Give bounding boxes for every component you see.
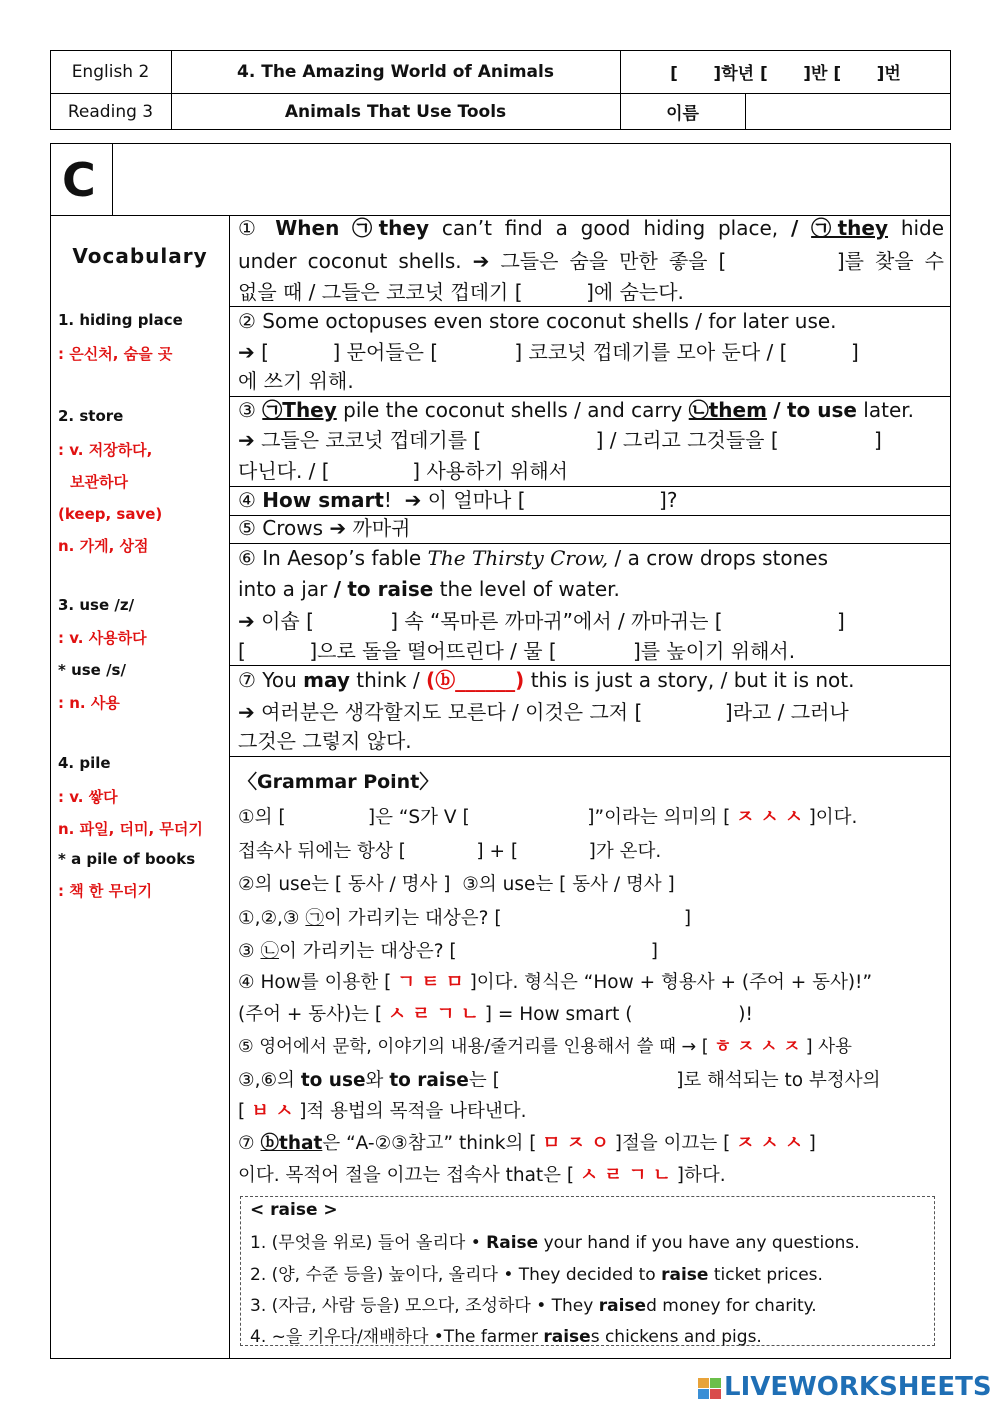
grammar-line: ⑦ ⓑthat은 “A-②③참고” think의 [ ㅁ ㅈ ㅇ ]절을 이끄는 [ ㅈ ㅅ ㅅ ] bbox=[238, 1133, 816, 1154]
vocabulary-title: Vocabulary bbox=[72, 244, 208, 268]
vocab-line: : 책 한 무더기 bbox=[58, 882, 153, 900]
vocab-line: 4. pile bbox=[58, 754, 111, 772]
section-letter: C bbox=[62, 153, 96, 207]
sentence-1-line-3: 없을 때 / 그들은 코코넛 껍데기 [ ]에 숨는다. bbox=[238, 280, 684, 304]
sentence-2-line-2: ➔ [ ] 문어들은 [ ] 코코넛 껍데기를 모아 둔다 / [ ] bbox=[238, 340, 859, 364]
sentence-7-line-3: 그것은 그렇지 않다. bbox=[238, 729, 412, 753]
name-field[interactable] bbox=[746, 94, 950, 129]
sentence-6-line-1: ⑥ In Aesop’s fable The Thirsty Crow, / a crow drops stones bbox=[238, 546, 829, 570]
liveworksheets-logo-icon bbox=[698, 1378, 722, 1400]
grammar-title: 〈Grammar Point〉 bbox=[238, 771, 439, 793]
grammar-line: 접속사 뒤에는 항상 [ ] + [ ]가 온다. bbox=[238, 841, 662, 862]
sentence-7-line-1: ⑦ You may think / (ⓑ______) this is just a story, / but it is not. bbox=[238, 668, 855, 692]
vocab-line: n. 가게, 상점 bbox=[58, 537, 149, 555]
grammar-line: ③,⑥의 to use와 to raise는 [ ]로 해석되는 to 부정사의 bbox=[238, 1070, 881, 1091]
class-info: [ ]학년 [ ]반 [ ]번 bbox=[670, 64, 901, 84]
grammar-line: (주어 + 동사)는 [ ㅅ ㄹ ㄱ ㄴ ] = How smart ( )! bbox=[238, 1004, 753, 1025]
vocab-line: * use /s/ bbox=[58, 661, 126, 679]
vocab-line: : v. 쌓다 bbox=[58, 788, 118, 806]
vocab-line: 2. store bbox=[58, 407, 124, 425]
sentence-3-line-3: 다닌다. / [ ] 사용하기 위해서 bbox=[238, 459, 568, 483]
vocab-line: * a pile of books bbox=[58, 850, 196, 868]
grammar-line: 이다. 목적어 절을 이끄는 접속사 that은 [ ㅅ ㄹ ㄱ ㄴ ]하다. bbox=[238, 1165, 726, 1186]
vocab-line: 3. use /z/ bbox=[58, 596, 135, 614]
vocab-line: : n. 사용 bbox=[58, 694, 120, 712]
raise-line: 1. (무엇을 위로) 들어 올리다 • Raise your hand if you have any questions. bbox=[250, 1233, 860, 1253]
vocab-line: 보관하다 bbox=[70, 473, 128, 491]
vocab-line: n. 파일, 더미, 무더기 bbox=[58, 820, 203, 838]
grammar-line: ①의 [ ]은 “S가 V [ ]”이라는 의미의 [ ㅈ ㅅ ㅅ ]이다. bbox=[238, 807, 858, 828]
grammar-line: ⑤ 영어에서 문학, 이야기의 내용/줄거리를 인용해서 쓸 때 → [ ㅎ ㅈ ㅅ ㅈ ] 사용 bbox=[238, 1037, 852, 1057]
grammar-line: [ ㅂ ㅅ ]적 용법의 목적을 나타낸다. bbox=[238, 1101, 527, 1122]
raise-line: 3. (자금, 사람 등을) 모으다, 조성하다 • They raised money for charity. bbox=[250, 1296, 817, 1316]
sentence-6-line-4: [ ]으로 돌을 떨어뜨린다 / 물 [ ]를 높이기 위해서. bbox=[238, 639, 796, 663]
sentence-6-line-2: into a jar / to raise the level of water. bbox=[238, 577, 620, 601]
sentence-1-line-2: under coconut shells. ➔ 그들은 숨을 만한 좋을 [ ]를 찾을 수 bbox=[238, 249, 944, 273]
vocab-line: : v. 사용하다 bbox=[58, 629, 147, 647]
unit-title: 4. The Amazing World of Animals bbox=[237, 61, 554, 82]
course-label: English 2 bbox=[71, 61, 150, 82]
sentence-3-line-1: ③ ㉠They pile the coconut shells / and carry ㉡them / to use later. bbox=[238, 398, 914, 422]
vocab-line: : v. 저장하다, bbox=[58, 441, 153, 459]
sentence-7-line-2: ➔ 여러분은 생각할지도 모른다 / 이것은 그저 [ ]라고 / 그러나 bbox=[238, 700, 849, 724]
frame-divider bbox=[229, 215, 230, 1359]
vocab-line: 1. hiding place bbox=[58, 311, 183, 329]
sentence-4: ④ How smart! ➔ 이 얼마나 [ ]? bbox=[238, 488, 678, 512]
raise-line: 2. (양, 수준 등을) 높이다, 올리다 • They decided to raise ticket prices. bbox=[250, 1265, 823, 1285]
sentence-6-line-3: ➔ 이솝 [ ] 속 “목마른 까마귀”에서 / 까마귀는 [ ] bbox=[238, 609, 845, 633]
grammar-line: ③ ㉡이 가리키는 대상은? [ ] bbox=[238, 941, 658, 962]
vocab-line: : 은신처, 숨을 곳 bbox=[58, 345, 173, 363]
name-label: 이름 bbox=[666, 104, 699, 124]
sentence-2-line-3: 에 쓰기 위해. bbox=[238, 369, 354, 393]
sentence-1-line-1: ① When ㉠they can’t find a good hiding place, / ㉠they hide bbox=[238, 216, 945, 240]
frame-divider bbox=[112, 143, 113, 216]
liveworksheets-watermark: LIVEWORKSHEETS bbox=[724, 1372, 992, 1402]
raise-line: 4. ~을 키우다/재배하다 •The farmer raises chickens and pigs. bbox=[250, 1327, 762, 1347]
sentence-5: ⑤ Crows ➔ 까마귀 bbox=[238, 516, 411, 540]
grammar-line: ①,②,③ ㉠이 가리키는 대상은? [ ] bbox=[238, 908, 692, 929]
lesson-title: Animals That Use Tools bbox=[284, 101, 507, 122]
grammar-line: ②의 use는 [ 동사 / 명사 ] ③의 use는 [ 동사 / 명사 ] bbox=[238, 874, 675, 895]
raise-title: < raise > bbox=[250, 1200, 338, 1220]
grammar-line: ④ How를 이용한 [ ㄱ ㅌ ㅁ ]이다. 형식은 “How + 형용사 + (주어 + 동사)!” bbox=[238, 972, 873, 993]
sentence-2-line-1: ② Some octopuses even store coconut shells / for later use. bbox=[238, 309, 837, 333]
reading-label: Reading 3 bbox=[67, 101, 154, 122]
vocab-line: (keep, save) bbox=[58, 505, 163, 523]
sentence-3-line-2: ➔ 그들은 코코넛 껍데기를 [ ] / 그리고 그것들을 [ ] bbox=[238, 428, 882, 452]
